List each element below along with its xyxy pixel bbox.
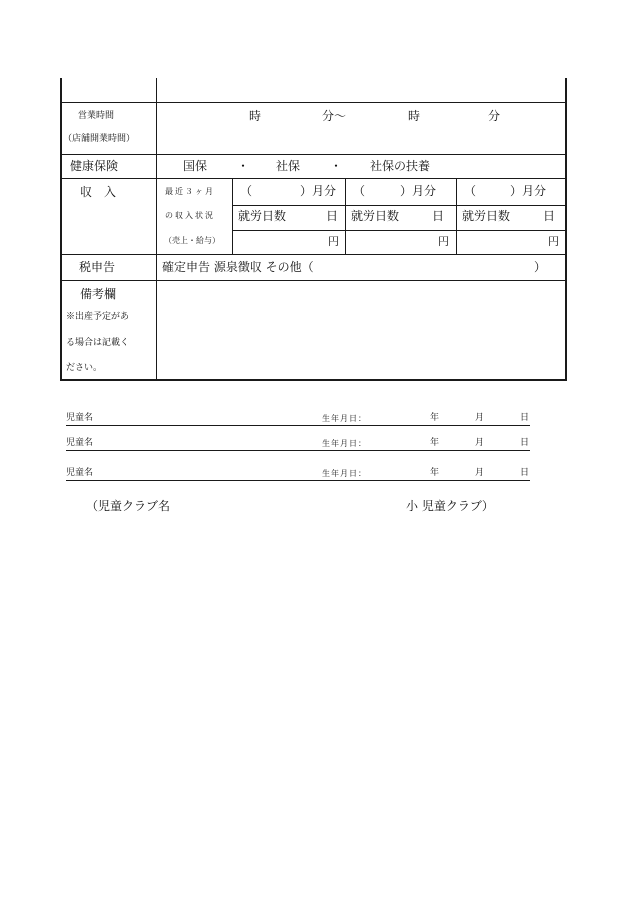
business-hours-sublabel: （店舗開業時間） (63, 134, 136, 144)
income-month-close: ）月分 (400, 184, 437, 198)
income-month-open: （ (353, 184, 366, 198)
income-month-divider (456, 178, 457, 254)
income-month-close: ）月分 (510, 184, 547, 198)
business-hours-hour-start: 時 (249, 109, 262, 123)
income-sub-line2: の収入状況 (165, 211, 215, 220)
income-days-unit: 日 (326, 209, 339, 223)
child-dob-day: 日 (520, 438, 530, 448)
child-dob-month: 月 (475, 468, 485, 478)
income-month-open: （ (240, 184, 253, 198)
income-month-close: ）月分 (300, 184, 337, 198)
child-dob-year: 年 (430, 468, 440, 478)
child-dob-month: 月 (475, 438, 485, 448)
child-dob-day: 日 (520, 413, 530, 423)
health-insurance-separator: ・ (330, 159, 343, 173)
income-month-divider (345, 178, 346, 254)
application-form-table (60, 78, 567, 381)
child-underline (66, 425, 530, 426)
remarks-note-line1: ※出産予定があ (66, 312, 130, 322)
income-yen-unit: 円 (438, 235, 449, 248)
income-month-open: （ (464, 184, 477, 198)
club-name-close: 小 児童クラブ） (406, 499, 494, 513)
health-insurance-option-kokuho: 国保 (183, 159, 208, 173)
child-name-label: 児童名 (66, 413, 94, 423)
income-days-label: 就労日数 (238, 209, 287, 223)
income-yen-unit: 円 (548, 235, 559, 248)
tax-declaration-label: 税申告 (79, 260, 116, 274)
row-divider (60, 254, 567, 255)
income-days-label: 就労日数 (462, 209, 511, 223)
child-underline (66, 480, 530, 481)
business-hours-min-end: 分 (488, 109, 501, 123)
row-divider (60, 280, 567, 281)
row-divider (60, 178, 567, 179)
health-insurance-label: 健康保険 (70, 159, 119, 173)
child-name-label: 児童名 (66, 438, 94, 448)
child-dob-month: 月 (475, 413, 485, 423)
income-inner-divider (232, 205, 566, 206)
income-days-unit: 日 (432, 209, 445, 223)
remarks-note-line2: る場合は記載く (66, 338, 130, 348)
health-insurance-option-dependent: 社保の扶養 (370, 159, 431, 173)
business-hours-hour-end: 時 (408, 109, 421, 123)
row-divider (60, 154, 567, 155)
child-dob-label: 生年月日： (322, 439, 367, 448)
income-days-label: 就労日数 (351, 209, 400, 223)
children-list (66, 412, 530, 482)
child-dob-label: 生年月日： (322, 414, 367, 423)
child-row (66, 437, 530, 451)
health-insurance-separator: ・ (237, 159, 250, 173)
child-dob-label: 生年月日： (322, 469, 367, 478)
tax-declaration-options: 確定申告 源泉徴収 その他（ (162, 260, 314, 274)
child-underline (66, 450, 530, 451)
child-row (66, 412, 530, 426)
income-sub-line3: （売上・給与） (164, 236, 220, 245)
remarks-label: 備考欄 (80, 287, 117, 301)
child-dob-year: 年 (430, 438, 440, 448)
tax-declaration-close: ） (534, 260, 547, 274)
table-border-left (60, 78, 62, 381)
income-label: 収 入 (80, 185, 117, 199)
income-days-unit: 日 (543, 209, 556, 223)
child-dob-year: 年 (430, 413, 440, 423)
table-border-bottom (60, 379, 567, 381)
income-yen-unit: 円 (328, 235, 339, 248)
business-hours-min-start: 分～ (322, 109, 347, 123)
income-inner-divider (232, 230, 566, 231)
income-sub-divider (232, 178, 233, 254)
child-dob-day: 日 (520, 468, 530, 478)
club-name-open: （児童クラブ名 (86, 499, 171, 513)
health-insurance-option-shaho: 社保 (276, 159, 301, 173)
child-name-label: 児童名 (66, 468, 94, 478)
label-column-divider (156, 78, 157, 381)
business-hours-label: 営業時間 (78, 111, 115, 121)
remarks-note-line3: ださい。 (66, 363, 103, 373)
income-sub-line1: 最近３ヶ月 (165, 187, 215, 196)
row-divider (60, 102, 567, 103)
child-row (66, 467, 530, 481)
